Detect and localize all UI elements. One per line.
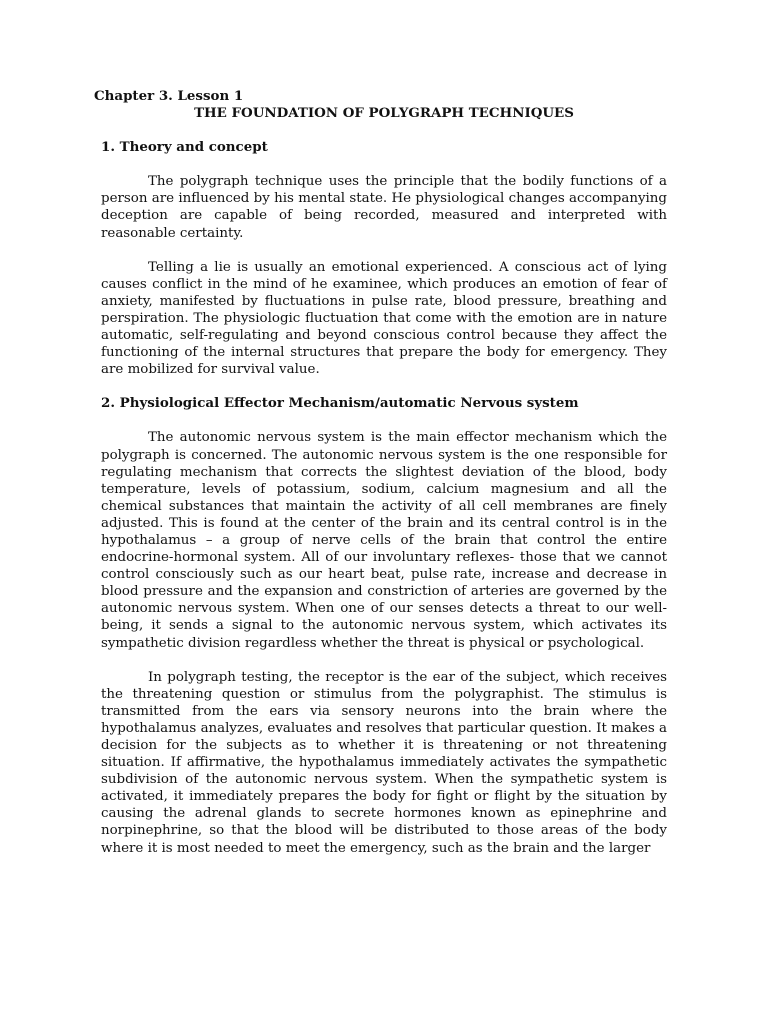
section-heading-theory: 1. Theory and concept [101, 139, 268, 156]
chapter-label: Chapter 3. Lesson 1 [94, 88, 244, 104]
section-heading-effector-mechanism: 2. Physiological Effector Mechanism/automatic Nervous system [101, 395, 579, 412]
document-title: THE FOUNDATION OF POLYGRAPH TECHNIQUES [194, 105, 574, 122]
paragraph: The autonomic nervous system is the main effector mechanism which the polygraph is concerned. The autonomic nervous system is the one responsible for regulating mechanism that corrects the slightest deviation of the blood, body temperature, levels of potassium, sodium, calcium magnesium and all the chemical substances that maintain the activity of all cell membranes are finely adjusted. This is found at the center of the brain and its central control is in the hypothalamus – a group of nerve cells of the brain that control the entire endocrine-hormonal system. All of our involuntary reflexes- those that we cannot control consciously such as our heart beat, pulse rate, increase and decrease in blood pressure and the expansion and constriction of arteries are governed by the autonomic nervous system. When one of our senses detects a threat to our well-being, it sends a signal to the autonomic nervous system, which activates its sympathetic division regardless whether the threat is physical or psychological. [101, 430, 667, 651]
paragraph: Telling a lie is usually an emotional experienced. A conscious act of lying causes conflict in the mind of he examinee, which produces an emotion of fear of anxiety, manifested by fluctuations in pulse rate, blood pressure, breathing and perspiration. The physiologic fluctuation that come with the emotion are in nature automatic, self-regulating and beyond conscious control because they affect the functioning of the internal structures that prepare the body for emergency. They are mobilized for survival value. [101, 259, 667, 378]
paragraph: The polygraph technique uses the principle that the bodily functions of a person are influenced by his mental state. He physiological changes accompanying deception are capable of being recorded, measured and interpreted with reasonable certainty. [101, 174, 667, 241]
document-body [94, 88, 667, 874]
paragraph: In polygraph testing, the receptor is the ear of the subject, which receives the threatening question or stimulus from the polygraphist. The stimulus is transmitted from the ears via sensory neurons into the brain where the hypothalamus analyzes, evaluates and resolves that particular question. It makes a decision for the subjects as to whether it is threatening or not threatening situation. If affirmative, the hypothalamus immediately activates the sympathetic subdivision of the autonomic nervous system. When the sympathetic system is activated, it immediately prepares the body for fight or flight by the situation by causing the adrenal glands to secrete hormones known as epinephrine and norpinephrine, so that the blood will be distributed to those areas of the body where it is most needed to meet the emergency, such as the brain and the larger [101, 669, 667, 856]
